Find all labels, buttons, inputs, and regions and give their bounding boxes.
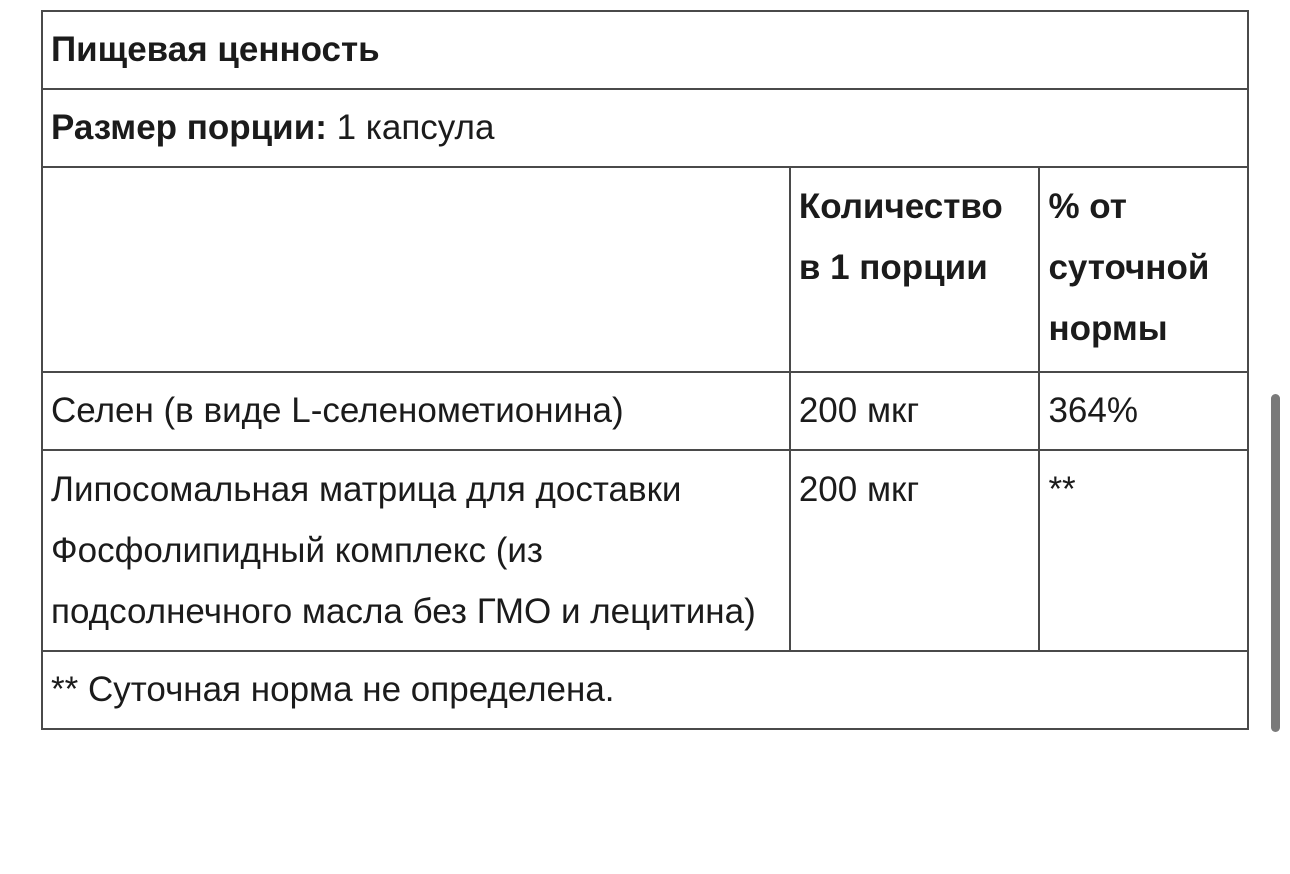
- header-amount-cell: Количество в 1 порции: [790, 167, 1040, 372]
- nutrient-name: [42, 450, 790, 651]
- footnote-row: [42, 651, 1248, 729]
- nutrient-name-line: Липосомальная матрица для доставки: [51, 470, 682, 509]
- nutrient-amount: 200 мкг: [790, 450, 1040, 651]
- serving-size-cell: [42, 89, 1248, 167]
- nutrient-name-line: Фосфолипидный комплекс (из подсолнечного масла без ГМО и лецитина): [51, 531, 756, 631]
- serving-size-row: [42, 89, 1248, 167]
- nutrient-daily-value: 364%: [1039, 372, 1248, 450]
- footnote: ** Суточная норма не определена.: [42, 651, 1248, 729]
- nutrient-name: Селен (в виде L-селенометионина): [42, 372, 790, 450]
- table-row: [42, 372, 1248, 450]
- vertical-scrollbar[interactable]: [1271, 394, 1280, 732]
- table-title: Пищевая ценность: [42, 11, 1248, 89]
- header-name-cell: [42, 167, 790, 372]
- serving-size-value: 1 капсула: [336, 108, 495, 147]
- nutrient-daily-value: **: [1039, 450, 1248, 651]
- title-row: [42, 11, 1248, 89]
- table-row: [42, 450, 1248, 651]
- nutrient-amount: 200 мкг: [790, 372, 1040, 450]
- nutrition-facts-table: [41, 10, 1249, 730]
- column-header-row: [42, 167, 1248, 372]
- header-daily-value-cell: % от суточной нормы: [1039, 167, 1248, 372]
- serving-size-label: Размер порции:: [51, 108, 327, 147]
